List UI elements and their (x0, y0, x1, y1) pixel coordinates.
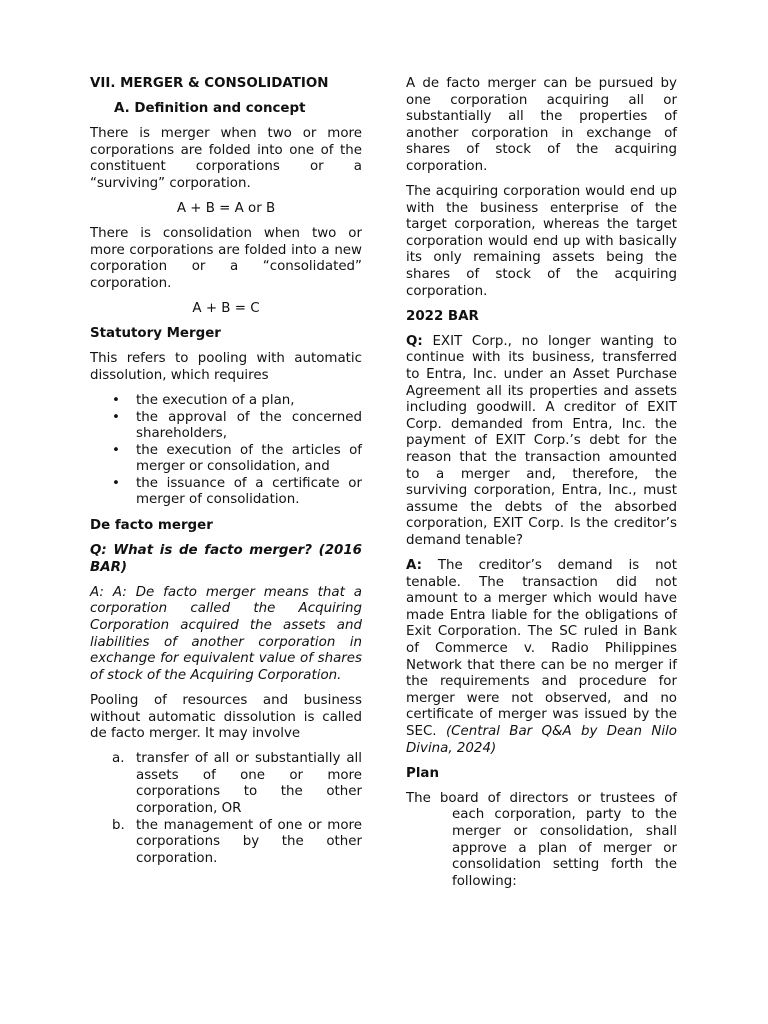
defacto-answer: A: A: De facto merger means that a corporation called the Acquiring Corporation acquired the assets and liabilities of another corporation in exchange for equivalent value of shares of stock of the Acquiring Corporation. (90, 584, 362, 683)
list-item: • the execution of a plan, (90, 393, 362, 410)
list-item (90, 818, 362, 868)
statutory-requirements-list (90, 393, 362, 509)
section-title: VII. MERGER & CONSOLIDATION (90, 76, 329, 91)
list-item (90, 751, 362, 817)
acquiring-paragraph: The acquiring corporation would end up with the business enterprise of the target corporation, whereas the target corporation would end up with basically its only remaining assets being the shares of stock of the acquiring corporation. (406, 184, 677, 299)
answer-citation: (Central Bar Q&A by Dean Nilo Divina, 2024) (406, 723, 677, 756)
question-label: Q: (406, 333, 423, 349)
consolidation-formula: A + B = C (192, 301, 260, 317)
merger-definition: There is merger when two or more corporations are folded into one of the constituent corporations or a “surviving” corporation. (90, 126, 362, 191)
plan-text: The board of directors or trustees of each corporation, party to the merger or consolidation, shall approve a plan of merger or consolidation setting forth the following: (406, 790, 677, 889)
merger-formula: A + B = A or B (176, 201, 276, 217)
pooling-list (90, 751, 362, 867)
section-subtitle: A. Definition and concept (114, 101, 306, 117)
answer-text: The creditor’s demand is not tenable. The transaction did not amount to a merger which would have made Entra liable for the obligations of Exit Corporation. The SC ruled in Bank of Commerce v. Radio Philippines Network that there can be no merger if the requirements and procedure for merger were not observed, and no certificate of merger was issued by the SEC. (406, 558, 678, 739)
left-column (90, 76, 362, 876)
statutory-merger-text: This refers to pooling with automatic dissolution, which requires (90, 351, 362, 383)
defacto-paragraph: A de facto merger can be pursued by one corporation acquiring all or substantially all the properties of another corporation in exchange of shares of stock of the acquiring corporation. (406, 76, 677, 174)
statutory-merger-heading: Statutory Merger (90, 326, 221, 342)
list-item: • the issuance of a certificate or merger of consolidation. (90, 476, 362, 509)
bar-question (406, 334, 677, 550)
list-marker: b. (112, 817, 125, 833)
list-item: • the execution of the articles of merger or consolidation, and (90, 443, 362, 476)
list-marker: a. (112, 751, 125, 767)
pooling-text: Pooling of resources and business without automatic dissolution is called de facto merger. It may involve (90, 692, 362, 742)
bar-answer (406, 558, 677, 757)
answer-label: A: (406, 558, 422, 574)
defacto-question: Q: What is de facto merger? (2016 BAR) (90, 543, 362, 575)
defacto-merger-heading: De facto merger (90, 518, 213, 534)
list-item-text: transfer of all or substantially all assets of one or more corporations to the other corporation, OR (136, 751, 362, 816)
bar-heading: 2022 BAR (406, 308, 479, 324)
plan-heading: Plan (406, 765, 439, 781)
right-column (406, 76, 677, 899)
list-item: • the approval of the concerned shareholders, (90, 410, 362, 443)
list-item-text: the management of one or more corporations by the other corporation. (136, 817, 362, 866)
consolidation-definition: There is consolidation when two or more corporations are folded into a new corporation or a “consolidated” corporation. (90, 226, 362, 291)
question-text: EXIT Corp., no longer wanting to continue with its business, transferred to Entra, Inc. under an Asset Purchase Agreement all its properties and assets including goodwill. A creditor of EXIT Corp. demanded from Entra, Inc. the payment of EXIT Corp.’s debt for the reason that the transaction amounted to a merger and, therefore, the surviving corporation, Entra, Inc., must assume the debts of the absorbed corporation, EXIT Corp. Is the creditor’s demand tenable? (406, 333, 677, 548)
